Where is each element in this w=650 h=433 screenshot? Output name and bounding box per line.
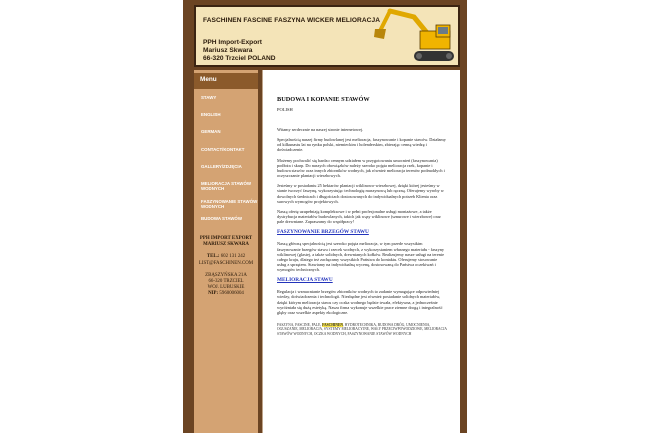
page-title: BUDOWA I KOPANIE STAWÓW bbox=[277, 96, 370, 103]
contact-name: MARIUSZ SKWARA bbox=[203, 242, 249, 248]
contact-region: WOJ. LUBUSKIE bbox=[207, 285, 245, 291]
menu-header bbox=[194, 73, 258, 89]
sidebar-item-melioracja[interactable]: MELIORACJA STAWÓW WODNYCH bbox=[201, 181, 251, 192]
keyword-highlight: FASCHINEN bbox=[322, 323, 343, 328]
contact-city: 66-320 TRZCIEL bbox=[208, 279, 244, 285]
paragraph: Możemy pochwalić się bardzo cennym udziałem w przygotowaniu umocnień (faszynowania) podłoża i skarp. Do naszych obowiązków należy szeroko pojęta melioracja rzek, kopanie i budowa stawów oraz innych zbiorników wodnych, jak również melioracja terenów podmokłych i oczyszczanie plantacji wierzbowych. bbox=[277, 157, 445, 179]
contact-nip: NIP: 5960006004 bbox=[208, 291, 244, 297]
main-content bbox=[262, 70, 460, 433]
paragraph: Naszą główną specjalnością jest szeroko pojęta melioracja, w tym przede wszystkim faszynowanie brzegów stawu i rzecek wodnych, z wykorzystaniem własnego materiału - faszyny wiklinowej (glastej, a także solidnych, drewnianych kołków. Realizujemy nasze usługi na terenie całego kraju, dlatego też zachęcamy wszystkich Państwa do kontaktu. Oferujemy stosowanie usług z sprzętem. Stawiamy na indywidualną wycenę, dostosowaną do Państwa oczekiwań i wymogów technicznych. bbox=[277, 241, 445, 273]
header-person: Mariusz Skwara bbox=[203, 47, 253, 54]
paragraph: Specjalnością naszej firmy budowlanej jest melioracja, faszynowanie i kopanie stawów. Działamy od kilkunastu lat na rynku polski, niemieckim i holenderskim, zbierając cenną wiedzę i doświadczenie. bbox=[277, 137, 446, 153]
section-link-melioracja[interactable]: MELIORACJA STAWU bbox=[277, 277, 333, 284]
contact-street: ZBĄSZYŃSKA 21A bbox=[205, 272, 247, 278]
section-link-faszynowanie[interactable]: FASZYNOWANIE BRZEGÓW STAWU bbox=[277, 229, 369, 236]
sidebar-item-budowa[interactable]: BUDOWA STAWÓW bbox=[201, 216, 242, 221]
sidebar-item-gallery[interactable]: GALLERY/ZDJĘCIA bbox=[201, 164, 242, 169]
page-subtitle: POLISH bbox=[277, 107, 293, 112]
header-address: 66-320 Trzciel POLAND bbox=[203, 55, 276, 62]
sidebar bbox=[194, 70, 258, 433]
paragraph: Witamy serdecznie na naszej stronie internetowej. bbox=[277, 127, 364, 132]
paragraph: Naszą ofertę uzupełniają kompleksowe i w pełni profesjonalne usługi montażowe, a także dystrybucja materiałów budowlanych, takich jak wąsy wiklinowe (sznurowe i wierzbowe) oraz pale drewniane. Zapraszamy do współpracy! bbox=[277, 208, 441, 225]
sidebar-item-contact[interactable]: CONTACT/KONTAKT bbox=[201, 147, 245, 152]
paragraph: Regulacja i wzmacnianie brzegów zbiorników wodnych to zadanie wymagające odpowiedniej wiedzy, doświadczenia i technologii. Niezbędne jest również posiadanie solidnych materiałów, dzięki którym melioracja stawu czy oczka wodnego będzie trwała, efektywna, a jednocześnie wyróżniała się dużą estetyką. Nasza firma wykonuje wszelkie prace ziemne drogą i integralność glęby oraz wszelkie aspekty ekologiczne. bbox=[277, 289, 443, 315]
header-company: PPH Import-Export bbox=[203, 39, 262, 46]
contact-phone: TEL.: 602 131 242 bbox=[206, 254, 246, 260]
excavator-icon bbox=[362, 7, 456, 65]
site-header bbox=[194, 5, 460, 67]
keywords-footer: FASZYNA, FASCINE, PALE, FASCHINEN, HYDROTECHNIKA, BUDOWA DRÓG, UMOCNIENIA, OGUSZANIE, MELIORACJA, SYSTEMY MELIORACYJNE, WAŁY PRZECIWPOWODZIOWE, MELIORACJA STAWÓW WODNYCH, OCZKA WODNYCH, FASZYNOWANIE STAWÓW WODNYCH bbox=[277, 323, 447, 336]
contact-block bbox=[194, 236, 258, 298]
sidebar-item-german[interactable]: GERMAN bbox=[201, 129, 221, 134]
contact-email[interactable]: LIST@FASCHINEN.COM bbox=[198, 260, 254, 266]
sidebar-item-faszynowanie[interactable]: FASZYNOWANIE STAWÓW WODNYCH bbox=[201, 199, 258, 210]
menu-label: Menu bbox=[200, 76, 217, 83]
contact-company: PPH IMPORT EXPORT bbox=[199, 236, 253, 241]
header-title: FASCHINEN FASCINE FASZYNA WICKER MELIORACJA bbox=[203, 17, 381, 24]
sidebar-item-stawy[interactable]: STAWY bbox=[201, 95, 217, 100]
sidebar-item-english[interactable]: ENGLISH bbox=[201, 112, 221, 117]
paragraph: Jesteśmy w posiadaniu 25 hektarów plantacji wiklinowo-wierzbowej, dzięki której jesteśmy w stanie tworzyć faszynę, wykorzystując technologię maszynową lub ręczną. Oferujemy wyroby w dowolnych średnicach i długościach dostosowanych do indywidualnych potrzeb Klienta oraz surowych wymogów projektowych. bbox=[277, 183, 444, 204]
